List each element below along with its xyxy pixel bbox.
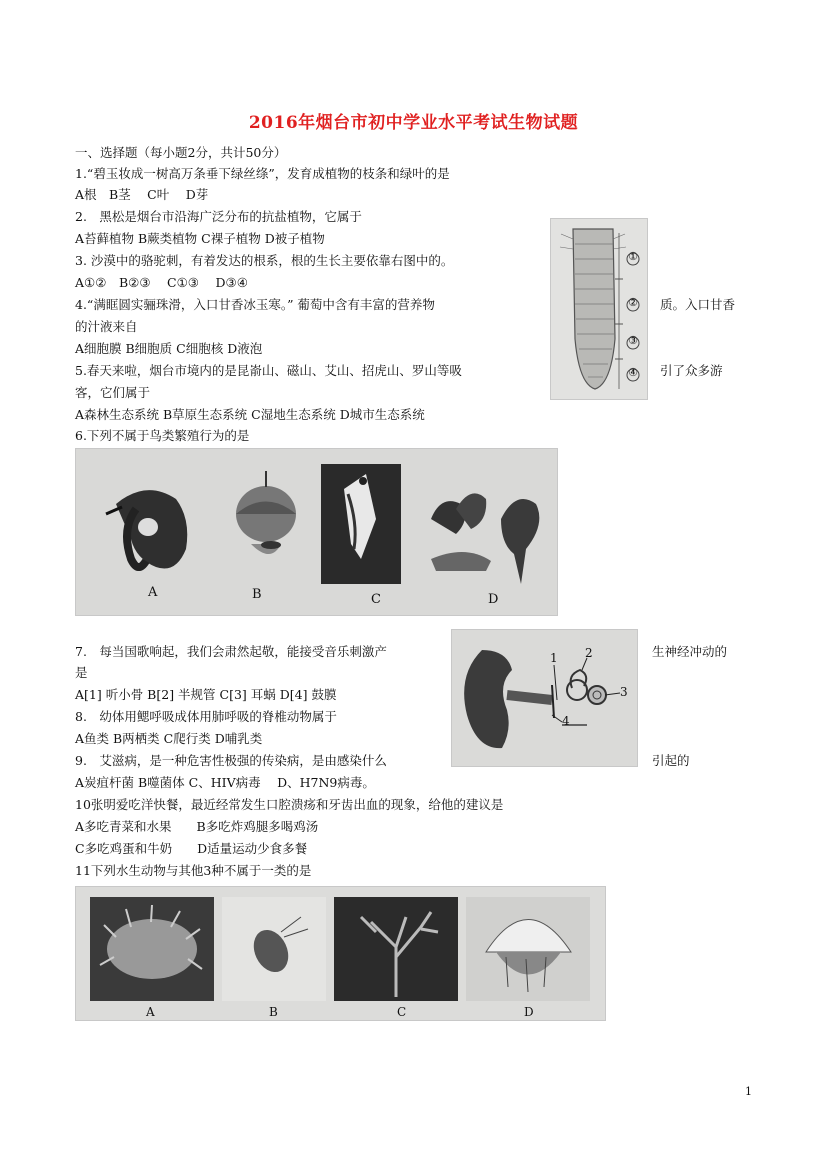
ear-label-1: 1 — [550, 651, 558, 665]
section-heading: 一、选择题（每小题2分，共计50分） — [75, 145, 287, 160]
page-number: 1 — [745, 1085, 752, 1098]
q6-stem: 6.下列不属于鸟类繁殖行为的是 — [75, 428, 250, 443]
q2-options: A苔藓植物 B蕨类植物 C裸子植物 D被子植物 — [75, 231, 325, 246]
q5-stem: 5.春天来啦，烟台市境内的是昆嵛山、磁山、艾山、招虎山、罗山等吸 — [75, 363, 462, 378]
q7-stem: 7. 每当国歌响起，我们会肃然起敬，能接受音乐刺激产 — [75, 644, 387, 659]
bird-label-d: D — [488, 592, 499, 607]
aquatic-animals-figure — [75, 886, 606, 1021]
ear-label-3: 3 — [620, 685, 628, 699]
root-label-2: ② — [628, 296, 638, 309]
q4-stem: 4.“满眶圆实骊珠滑，入口甘香冰玉寒。” 葡萄中含有丰富的营养物 — [75, 297, 435, 312]
ear-label-4: 4 — [562, 714, 570, 728]
bird-label-a: A — [148, 585, 158, 600]
q10-options-1: A多吃青菜和水果 B多吃炸鸡腿多喝鸡汤 — [75, 819, 319, 834]
q7-stem-cont: 是 — [75, 665, 88, 680]
q1-options: A根 B茎 C叶 D芽 — [75, 187, 209, 202]
q10-options-2: C多吃鸡蛋和牛奶 D适量运动少食多餐 — [75, 841, 308, 856]
ear-figure — [451, 629, 638, 767]
q4-stem-right: 质。入口甘香 — [660, 297, 736, 312]
aquatic-label-c: C — [397, 1005, 407, 1019]
q4-options: A细胞膜 B细胞质 C细胞核 D液泡 — [75, 341, 263, 356]
root-label-1: ① — [628, 250, 638, 263]
page-title: 2016年烟台市初中学业水平考试生物试题 — [248, 113, 579, 133]
aquatic-label-b: B — [269, 1005, 278, 1019]
q5-options: A森林生态系统 B草原生态系统 C湿地生态系统 D城市生态系统 — [75, 407, 425, 422]
q9-stem: 9. 艾滋病，是一种危害性极强的传染病，是由感染什么 — [75, 753, 387, 768]
aquatic-label-d: D — [524, 1005, 534, 1019]
root-label-4: ④ — [628, 366, 638, 379]
bird-label-c: C — [371, 592, 381, 607]
q3-options: A①② B②③ C①③ D③④ — [75, 275, 248, 290]
q9-stem-right: 引起的 — [652, 753, 690, 768]
q1-stem: 1.“碧玉妆成一树高万条垂下绿丝绦”，发育成植物的枝条和绿叶的是 — [75, 166, 450, 181]
q7-stem-right: 生神经冲动的 — [652, 644, 728, 659]
root-label-3: ③ — [628, 334, 638, 347]
aquatic-label-a: A — [146, 1005, 155, 1019]
q5-stem-cont: 客，它们属于 — [75, 385, 151, 400]
q11-stem: 11下列水生动物与其他3种不属于一类的是 — [75, 863, 312, 878]
q7-options: A[1] 听小骨 B[2] 半规管 C[3] 耳蜗 D[4] 鼓膜 — [75, 687, 337, 702]
root-tip-figure — [550, 218, 648, 400]
q5-stem-right: 引了众多游 — [660, 363, 723, 378]
q2-stem: 2. 黑松是烟台市沿海广泛分布的抗盐植物，它属于 — [75, 209, 362, 224]
q8-options: A鱼类 B两栖类 C爬行类 D哺乳类 — [75, 731, 263, 746]
ear-label-2: 2 — [585, 646, 593, 660]
bird-label-b: B — [252, 587, 262, 602]
q8-stem: 8. 幼体用鳃呼吸成体用肺呼吸的脊椎动物属于 — [75, 709, 337, 724]
q3-stem: 3. 沙漠中的骆驼刺，有着发达的根系，根的生长主要依靠右图中的。 — [75, 253, 454, 268]
bird-behavior-figure — [75, 448, 558, 616]
q9-options: A炭疽杆菌 B噬菌体 C、HIV病毒 D、H7N9病毒。 — [75, 775, 375, 790]
q10-stem: 10张明爱吃洋快餐，最近经常发生口腔溃疡和牙齿出血的现象，给他的建议是 — [75, 797, 504, 812]
q4-stem-cont: 的汁液来自 — [75, 319, 138, 334]
